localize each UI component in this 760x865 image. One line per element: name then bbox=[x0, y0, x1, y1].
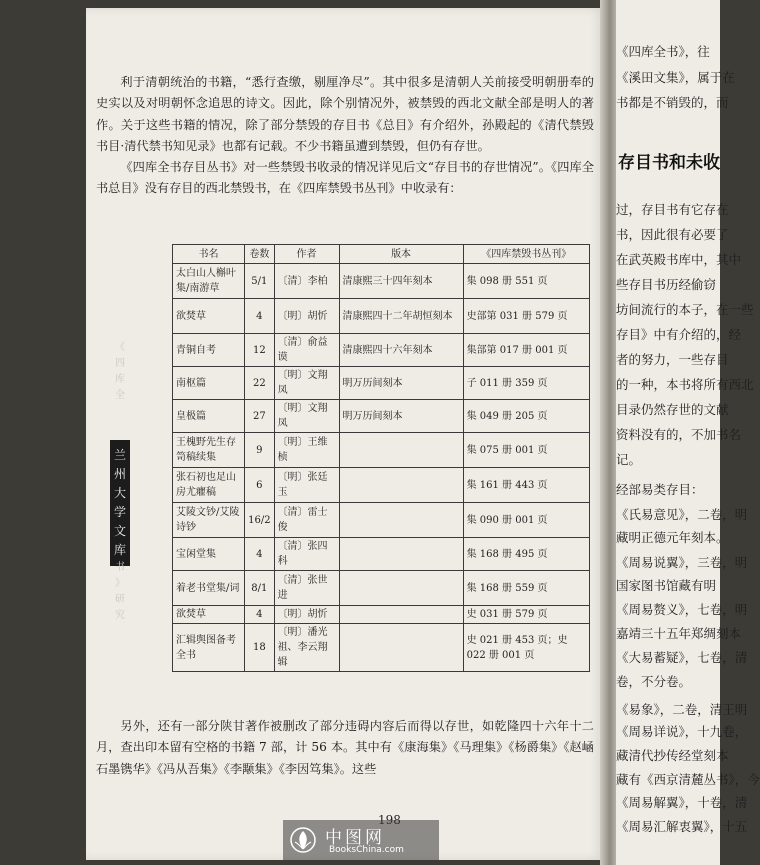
cell-author: 〔清〕张世进 bbox=[274, 571, 339, 606]
paragraph: 另外，还有一部分陕甘著作被删改了部分违碍内容后而得以存世，如乾隆四十六年十二月，查出印本留有空格的书籍 7 部，计 56 本。其中有《康海集》《马理集》《杨爵集》《赵崡石墨镌华》《冯从吾集》《李颙集》《李因笃集》。这些 bbox=[96, 719, 594, 776]
vertical-char: 库 bbox=[113, 543, 126, 557]
table-row bbox=[173, 433, 590, 468]
right-page-line: 存目》中有介绍的，经 bbox=[616, 327, 742, 342]
col-header-volumes: 卷数 bbox=[245, 245, 274, 264]
cell-volumes: 6 bbox=[245, 468, 274, 503]
right-page-line: 些存目书历经偷窃 bbox=[616, 277, 717, 292]
table-row bbox=[173, 538, 590, 571]
right-page-line: 书，因此很有必要了 bbox=[616, 227, 729, 242]
cell-volumes: 27 bbox=[245, 400, 274, 433]
cell-author: 〔清〕张四科 bbox=[274, 538, 339, 571]
vertical-char: 《 bbox=[115, 342, 125, 353]
vertical-char: 书 bbox=[115, 562, 125, 573]
right-page-line: 藏有《西京清麓丛书》，今 bbox=[616, 772, 760, 787]
vertical-char: 大 bbox=[113, 486, 126, 500]
right-page-line: 《周易汇解衷翼》，十五 bbox=[616, 819, 748, 834]
cell-title: 汇辑舆图备考全书 bbox=[173, 624, 245, 672]
right-page-line: 者的努力，一些存目 bbox=[616, 352, 729, 367]
table-body bbox=[173, 264, 590, 672]
cell-edition: 清康熙四十六年刻本 bbox=[339, 334, 463, 367]
side-ghost-text bbox=[110, 340, 130, 404]
cell-volumes: 22 bbox=[245, 367, 274, 400]
right-page-line: 的一种，本书将所有西北 bbox=[616, 377, 754, 392]
right-page-line: 书都是不销毁的，而 bbox=[616, 95, 729, 110]
table-row bbox=[173, 264, 590, 299]
right-page-line: 记。 bbox=[616, 452, 642, 467]
vertical-char: 全 bbox=[115, 390, 125, 401]
col-header-title: 书名 bbox=[173, 245, 245, 264]
cell-edition: 清康熙三十四年刻本 bbox=[339, 264, 463, 299]
cell-author: 〔明〕王维桢 bbox=[274, 433, 339, 468]
cell-volumes: 16/2 bbox=[245, 503, 274, 538]
cell-title: 青铜自考 bbox=[173, 334, 245, 367]
cell-title: 南枢篇 bbox=[173, 367, 245, 400]
side-ghost-text bbox=[110, 560, 130, 624]
cell-edition: 明万历间刻本 bbox=[339, 367, 463, 400]
col-header-collection: 《四库禁毁书丛刊》 bbox=[463, 245, 589, 264]
right-page-line: 过，存目书有它存在 bbox=[616, 202, 729, 217]
cell-volumes: 9 bbox=[245, 433, 274, 468]
cell-volumes: 4 bbox=[245, 538, 274, 571]
vertical-char: 学 bbox=[113, 505, 126, 519]
paragraph: 利于清朝统治的书籍，“悉行查缴，剔厘净尽”。其中很多是清朝人关前接受明朝册奉的史实以及对明朝怀念追思的诗文。因此，除个别情况外，被禁毁的西北文献全部是明人的著作。关于这些书籍的情况，除了部分禁毁的存目书《总目》有介绍外，孙殿起的《清代禁毁书目·清代禁书知见录》也都有记载。不少书籍虽遭到禁毁，但仍有存世。 bbox=[96, 75, 594, 153]
col-header-author: 作者 bbox=[274, 245, 339, 264]
vertical-char: 文 bbox=[113, 524, 126, 538]
table-row bbox=[173, 400, 590, 433]
body-text-continued bbox=[96, 716, 594, 780]
right-page-line: 《周易详说》，十九卷， bbox=[616, 724, 748, 739]
table-row bbox=[173, 503, 590, 538]
cell-title: 艾陵文钞/艾陵诗钞 bbox=[173, 503, 245, 538]
right-page-line: 国家图书馆藏有明 bbox=[616, 578, 717, 593]
vertical-char: 研 bbox=[115, 594, 125, 605]
vertical-char: 州 bbox=[113, 467, 126, 481]
cell-title: 皇极篇 bbox=[173, 400, 245, 433]
table-header-row bbox=[173, 245, 590, 264]
cell-author: 〔清〕俞益谟 bbox=[274, 334, 339, 367]
cell-collection: 集 090 册 001 页 bbox=[463, 503, 589, 538]
cell-volumes: 4 bbox=[245, 299, 274, 334]
body-text bbox=[96, 72, 594, 200]
vertical-char: 四 bbox=[115, 358, 125, 369]
cell-collection: 集 075 册 001 页 bbox=[463, 433, 589, 468]
booksChina-logo-icon bbox=[289, 826, 317, 854]
cell-edition: 清康熙四十二年胡恒刻本 bbox=[339, 299, 463, 334]
cell-author: 〔明〕胡忻 bbox=[274, 606, 339, 624]
cell-collection: 子 011 册 359 页 bbox=[463, 367, 589, 400]
cell-edition bbox=[339, 538, 463, 571]
table-row bbox=[173, 571, 590, 606]
table-row bbox=[173, 334, 590, 367]
cell-title: 着老书堂集/词 bbox=[173, 571, 245, 606]
cell-collection: 史 021 册 453 页；史 022 册 001 页 bbox=[463, 624, 589, 672]
cell-collection: 集部第 017 册 001 页 bbox=[463, 334, 589, 367]
col-header-edition: 版本 bbox=[339, 245, 463, 264]
cell-volumes: 12 bbox=[245, 334, 274, 367]
right-page-line: 嘉靖三十五年郑绸刻本 bbox=[616, 626, 742, 641]
cell-title: 宝闲堂集 bbox=[173, 538, 245, 571]
table-row bbox=[173, 468, 590, 503]
cell-collection: 集 161 册 443 页 bbox=[463, 468, 589, 503]
table-row bbox=[173, 624, 590, 672]
right-page-heading: 存目书和未收 bbox=[618, 153, 720, 173]
paragraph: 《四库全书存目丛书》对一些禁毁书收录的情况详见后文“存目书的存世情况”。《四库全书总目》没有存目的西北禁毁书，在《四库禁毁书丛刊》中收录有： bbox=[96, 160, 594, 196]
cell-edition: 明万历间刻本 bbox=[339, 400, 463, 433]
right-page-line: 经部易类存目： bbox=[616, 482, 704, 497]
series-label bbox=[110, 440, 130, 566]
right-page-line: 资料没有的，不加书名 bbox=[616, 427, 742, 442]
cell-author: 〔明〕胡忻 bbox=[274, 299, 339, 334]
right-page-line: 《周易解翼》，十卷，清 bbox=[616, 795, 748, 810]
cell-collection: 史部第 031 册 579 页 bbox=[463, 299, 589, 334]
right-page-line: 《氏易意见》，二卷，明 bbox=[616, 507, 748, 522]
cell-author: 〔明〕潘光祖、李云翔辑 bbox=[274, 624, 339, 672]
cell-collection: 集 168 册 495 页 bbox=[463, 538, 589, 571]
cell-edition bbox=[339, 503, 463, 538]
cell-volumes: 5/1 bbox=[245, 264, 274, 299]
cell-author: 〔明〕文翔凤 bbox=[274, 367, 339, 400]
cell-collection: 集 098 册 551 页 bbox=[463, 264, 589, 299]
cell-volumes: 4 bbox=[245, 606, 274, 624]
right-page-line: 藏明正德元年刻本。 bbox=[616, 530, 729, 545]
cell-collection: 史 031 册 579 页 bbox=[463, 606, 589, 624]
cell-author: 〔清〕雷士俊 bbox=[274, 503, 339, 538]
cell-collection: 集 168 册 559 页 bbox=[463, 571, 589, 606]
right-page-line: 《溪田文集》，属于在 bbox=[616, 70, 735, 85]
cell-volumes: 8/1 bbox=[245, 571, 274, 606]
right-page-line: 坊间流行的本子，在一些 bbox=[616, 302, 754, 317]
vertical-char: 》 bbox=[115, 578, 125, 589]
watermark-title: 中图网 bbox=[325, 828, 385, 848]
right-page-line: 《周易说翼》，三卷，明 bbox=[616, 555, 748, 570]
cell-title: 王槐野先生存笥稿续集 bbox=[173, 433, 245, 468]
cell-author: 〔明〕张廷玉 bbox=[274, 468, 339, 503]
cell-title: 欲焚草 bbox=[173, 606, 245, 624]
table-row bbox=[173, 606, 590, 624]
cell-title: 欲焚草 bbox=[173, 299, 245, 334]
cell-author: 〔清〕李柏 bbox=[274, 264, 339, 299]
right-page-line: 《易象》，二卷，清王明 bbox=[616, 702, 748, 717]
table-row bbox=[173, 367, 590, 400]
cell-edition bbox=[339, 624, 463, 672]
right-page bbox=[616, 0, 760, 865]
right-page-line: 卷，不分卷。 bbox=[616, 674, 692, 689]
banned-books-table bbox=[172, 244, 590, 672]
cell-edition bbox=[339, 606, 463, 624]
cell-volumes: 18 bbox=[245, 624, 274, 672]
cell-author: 〔明〕文翔凤 bbox=[274, 400, 339, 433]
cell-collection: 集 049 册 205 页 bbox=[463, 400, 589, 433]
cell-title: 太白山人槲叶集/南游草 bbox=[173, 264, 245, 299]
vertical-char: 兰 bbox=[113, 448, 126, 462]
right-page-line: 《四库全书》，往 bbox=[616, 44, 710, 59]
cell-edition bbox=[339, 571, 463, 606]
watermark-url: BooksChina.com bbox=[329, 845, 404, 855]
table-row bbox=[173, 299, 590, 334]
cell-edition bbox=[339, 468, 463, 503]
vertical-char: 库 bbox=[115, 374, 125, 385]
right-page-line: 在武英殿书库中，其中 bbox=[616, 252, 742, 267]
right-page-line: 藏清代抄传经堂刻本 bbox=[616, 748, 729, 763]
right-page-line: 目录仍然存世的文献 bbox=[616, 402, 729, 417]
vertical-char: 究 bbox=[115, 610, 125, 621]
right-page-line: 《周易赘义》，七卷，明 bbox=[616, 602, 748, 617]
cell-edition bbox=[339, 433, 463, 468]
watermark bbox=[283, 820, 439, 860]
cell-title: 张石初也足山房尤癯稿 bbox=[173, 468, 245, 503]
right-page-line: 《大易蓄疑》，七卷，清 bbox=[616, 650, 748, 665]
